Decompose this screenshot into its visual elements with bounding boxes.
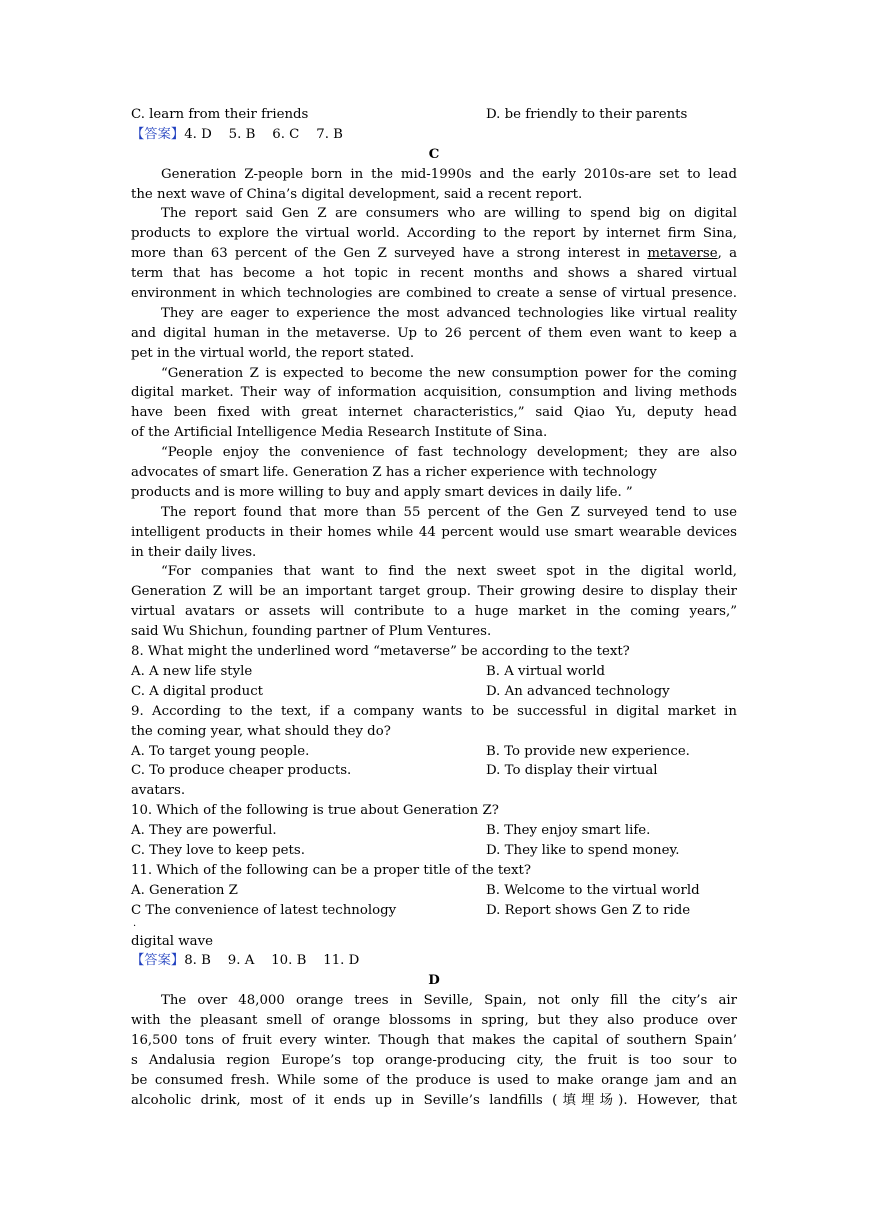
paragraph-line: products and is more willing to buy and apply smart devices in daily life. ” (131, 484, 633, 500)
paragraph-line: digital market. Their way of information acquisition, consumption and living methods (131, 385, 737, 401)
q8-option-d: D. An advanced technology (486, 683, 670, 699)
answer-text: 4. D 5. B 6. C 7. B (184, 126, 343, 142)
paragraph-line: They are eager to experience the most advanced technologies like virtual reality (161, 305, 737, 321)
q10-option-a: A. They are powerful. (131, 823, 277, 839)
options-row (131, 682, 737, 702)
question-8-stem: 8. What might the underlined word “metaverse” be according to the text? (131, 644, 630, 660)
underlined-word-metaverse: metaverse (647, 246, 718, 262)
section-d-heading: D (428, 973, 440, 989)
paragraph-line: virtual avatars or assets will contribute to a huge market in the coming years,” (131, 604, 737, 620)
q11-option-a: A. Generation Z (131, 882, 238, 898)
prev-option-c: C. learn from their friends (131, 107, 309, 122)
question-11-stem: 11. Which of the following can be a proper title of the text? (131, 862, 532, 878)
question-9-stem: 9. According to the text, if a company wants to be successful in digital market in (131, 703, 737, 719)
q9-option-d: D. To display their virtual (486, 763, 658, 779)
options-row (131, 881, 737, 901)
section-c-answer-line (131, 951, 737, 971)
paragraph-line: with the pleasant smell of orange blossoms in spring, but they also produce over (131, 1013, 737, 1029)
paragraph-line: have been fixed with great internet characteristics,” said Qiao Yu, deputy head (131, 405, 737, 421)
options-row (131, 821, 737, 841)
paragraph-line: “For companies that want to find the next sweet spot in the digital world, (161, 564, 737, 580)
q11-option-d: D. Report shows Gen Z to ride (486, 902, 691, 918)
paragraph-line: The over 48,000 orange trees in Seville, Spain, not only fill the city’s air (161, 993, 737, 1009)
paragraph-line: and digital human in the metaverse. Up to 26 percent of them even want to keep a (131, 325, 737, 341)
paragraph-line: “Generation Z is expected to become the new consumption power for the coming (161, 365, 737, 381)
answer-tag: 【答案】 (131, 953, 185, 969)
paragraph-line: of the Artificial Intelligence Media Research Institute of Sina. (131, 425, 548, 441)
q11-option-c: C The convenience of latest technology (131, 902, 397, 918)
text-span: , a (717, 246, 737, 262)
paragraph-line: products to explore the virtual world. According to the report by internet firm Sina, (131, 226, 737, 242)
paragraph-line: pet in the virtual world, the report stated. (131, 345, 415, 361)
q8-option-a: A. A new life style (131, 663, 253, 679)
q9-option-c: C. To produce cheaper products. (131, 763, 352, 779)
paragraph-line: Generation Z will be an important target group. Their growing desire to display their (131, 584, 737, 600)
q9-option-b: B. To provide new experience. (486, 743, 690, 759)
prev-answer-line (131, 125, 737, 145)
paragraph-line: be consumed fresh. While some of the produce is used to make orange jam and an (131, 1072, 737, 1088)
q10-option-c: C. They love to keep pets. (131, 842, 305, 858)
q8-option-c: C. A digital product (131, 683, 264, 699)
options-row (131, 662, 737, 682)
prev-option-d: D. be friendly to their parents (486, 107, 688, 122)
q9-option-d-cont: avatars. (131, 783, 186, 799)
paragraph-line: term that has become a hot topic in recent months and shows a shared virtual (131, 266, 737, 282)
paragraph-line: advocates of smart life. Generation Z has a richer experience with technology (131, 465, 657, 481)
paragraph-line: said Wu Shichun, founding partner of Plum Ventures. (131, 624, 492, 640)
answer-tag: 【答案】 (131, 126, 185, 142)
q10-option-b: B. They enjoy smart life. (486, 823, 651, 839)
paragraph-line: the next wave of China’s digital development, said a recent report. (131, 186, 583, 202)
q11-option-d-cont: digital wave (131, 933, 213, 949)
paragraph-line: s Andalusia region Europe’s top orange-producing city, the fruit is too sour to (131, 1052, 737, 1068)
paragraph-line: in their daily lives. (131, 544, 257, 560)
paragraph-line: Generation Z-people born in the mid-1990s and the early 2010s-are set to lead (161, 166, 737, 182)
options-row (131, 761, 737, 781)
stray-dot: · (133, 920, 137, 932)
options-row (131, 742, 737, 762)
section-c-heading: C (428, 146, 440, 162)
text-span: more than 63 percent of the Gen Z surveyed have a strong interest in (131, 246, 648, 262)
q8-option-b: B. A virtual world (486, 663, 605, 679)
paragraph-line: “People enjoy the convenience of fast technology development; they are also (161, 445, 737, 461)
options-row (131, 841, 737, 861)
q9-option-a: A. To target young people. (131, 743, 310, 759)
paragraph-line: alcoholic drink, most of it ends up in Seville’s landfills (填埋场). However, that (131, 1092, 737, 1108)
paragraph-line: intelligent products in their homes while 44 percent would use smart wearable devices (131, 524, 737, 540)
q10-option-d: D. They like to spend money. (486, 842, 680, 858)
paragraph-line: environment in which technologies are combined to create a sense of virtual presence. (131, 286, 737, 302)
question-10-stem: 10. Which of the following is true about Generation Z? (131, 803, 499, 819)
paragraph-line: The report found that more than 55 percent of the Gen Z surveyed tend to use (161, 504, 737, 520)
answer-text: 8. B 9. A 10. B 11. D (184, 953, 360, 969)
question-9-stem-cont: the coming year, what should they do? (131, 723, 391, 739)
options-row (131, 901, 737, 921)
paragraph-line: The report said Gen Z are consumers who are willing to spend big on digital (161, 206, 737, 222)
paragraph-line (131, 244, 737, 264)
q11-option-b: B. Welcome to the virtual world (486, 882, 700, 898)
prev-options-row (131, 105, 737, 125)
document-body (131, 105, 737, 1111)
paragraph-line: 16,500 tons of fruit every winter. Though that makes the capital of southern Spain’ (131, 1032, 737, 1048)
